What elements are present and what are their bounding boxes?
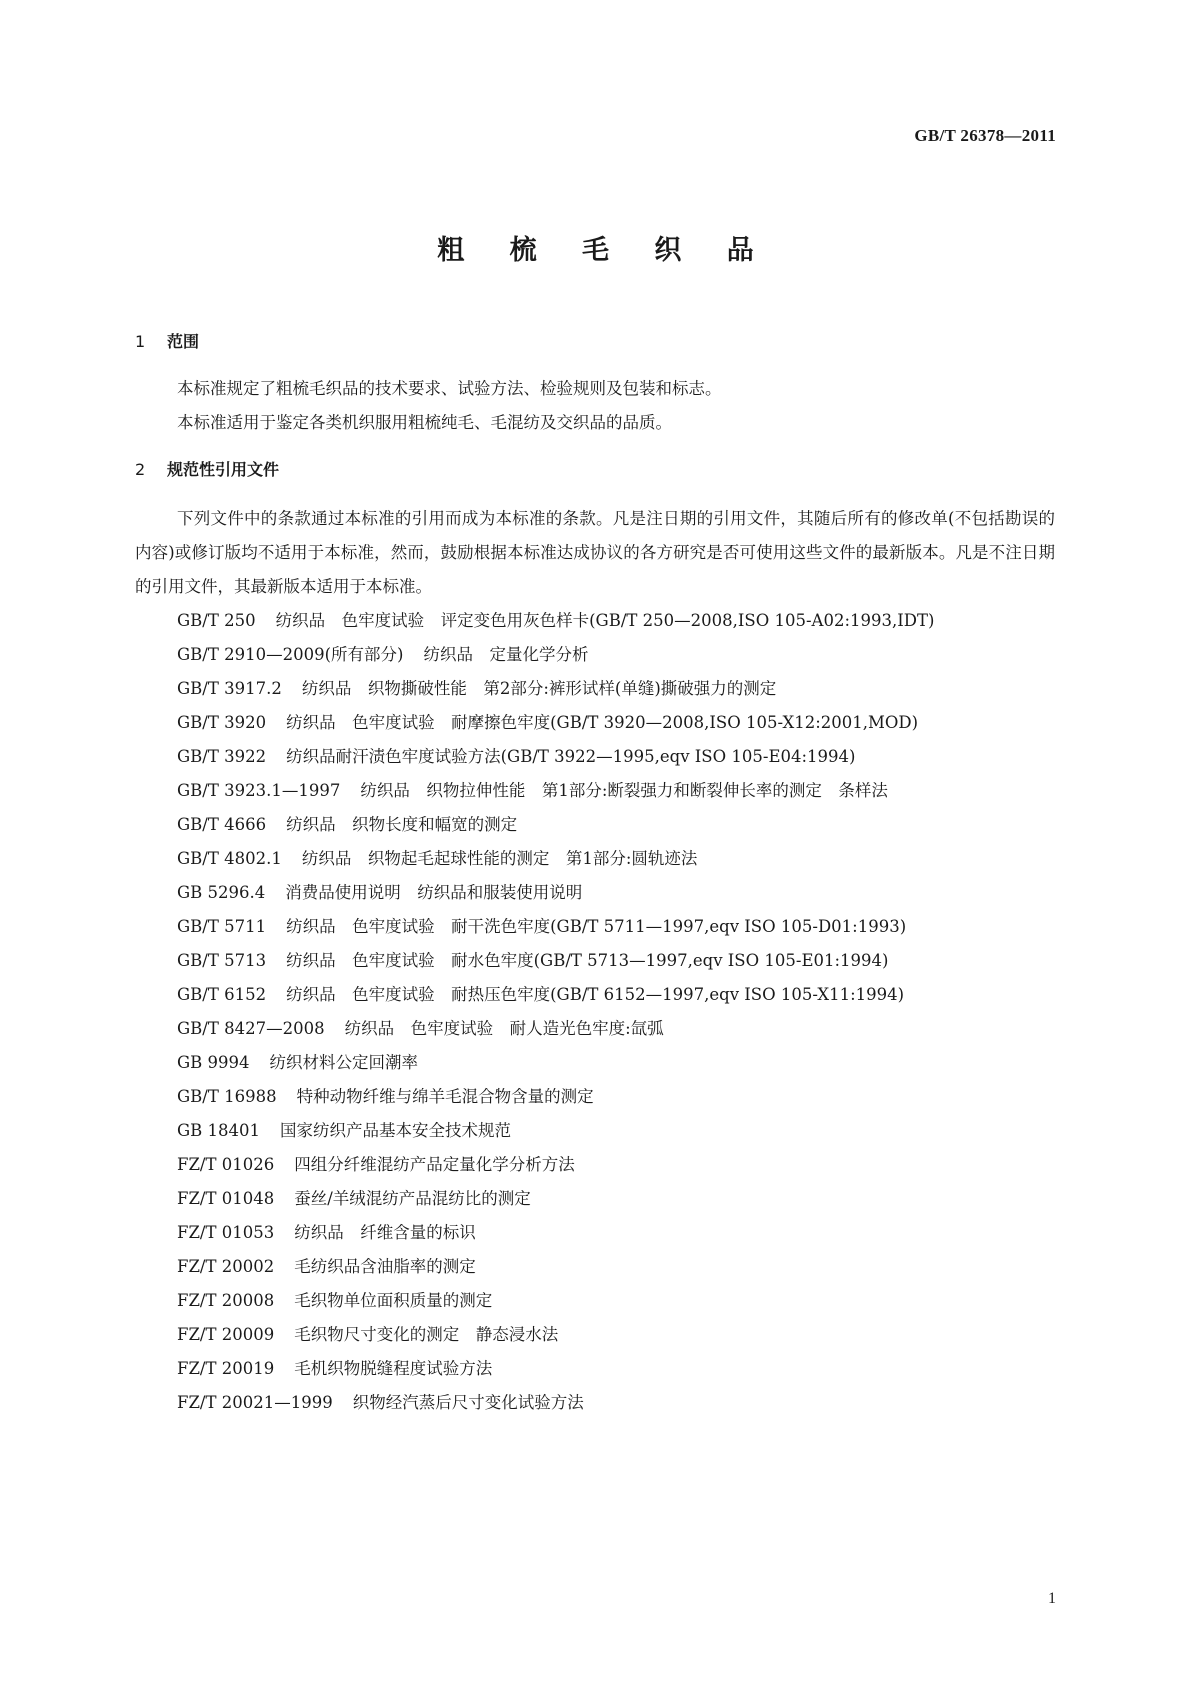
reference-item xyxy=(135,740,1055,774)
reference-title: 纺织品 定量化学分析 xyxy=(423,645,589,664)
reference-title: 特种动物纤维与绵羊毛混合物含量的测定 xyxy=(296,1087,594,1106)
reference-code: GB/T 6152 xyxy=(177,985,267,1004)
section-title: 范围 xyxy=(167,332,200,351)
reference-item xyxy=(135,1046,1055,1080)
reference-title: 织物经汽蒸后尺寸变化试验方法 xyxy=(352,1393,584,1412)
reference-item xyxy=(135,604,1055,638)
reference-title: 纺织品 色牢度试验 耐人造光色牢度:氙弧 xyxy=(344,1019,664,1038)
reference-code: FZ/T 20009 xyxy=(177,1325,275,1344)
reference-item xyxy=(135,638,1055,672)
reference-item xyxy=(135,706,1055,740)
document-body xyxy=(135,330,1055,1420)
reference-title: 纺织品 织物拉伸性能 第1部分:断裂强力和断裂伸长率的测定 条样法 xyxy=(360,781,888,800)
reference-code: FZ/T 20019 xyxy=(177,1359,275,1378)
reference-code: GB 5296.4 xyxy=(177,883,266,902)
reference-code: GB/T 250 xyxy=(177,611,256,630)
reference-item xyxy=(135,1386,1055,1420)
reference-code: GB/T 8427—2008 xyxy=(177,1019,325,1038)
reference-title: 纺织品 色牢度试验 耐干洗色牢度(GB/T 5711—1997,eqv ISO 105-D01:1993) xyxy=(286,917,907,936)
reference-item xyxy=(135,1148,1055,1182)
reference-code: FZ/T 01026 xyxy=(177,1155,275,1174)
reference-code: GB/T 5711 xyxy=(177,917,267,936)
reference-code: GB/T 2910—2009(所有部分) xyxy=(177,645,404,664)
reference-title: 纺织品 织物长度和幅宽的测定 xyxy=(286,815,518,834)
section-number: 1 xyxy=(135,332,146,351)
reference-code: FZ/T 20002 xyxy=(177,1257,275,1276)
reference-item xyxy=(135,774,1055,808)
reference-title: 纺织品 色牢度试验 耐热压色牢度(GB/T 6152—1997,eqv ISO 105-X11:1994) xyxy=(286,985,905,1004)
reference-item xyxy=(135,1216,1055,1250)
reference-code: GB 18401 xyxy=(177,1121,261,1140)
section-2-heading xyxy=(135,458,1055,482)
reference-code: GB/T 5713 xyxy=(177,951,267,970)
section-1-body xyxy=(135,372,1055,440)
section-number: 2 xyxy=(135,460,146,479)
reference-item xyxy=(135,1114,1055,1148)
standard-code: GB/T 26378—2011 xyxy=(914,126,1056,145)
references-intro: 下列文件中的条款通过本标准的引用而成为本标准的条款。凡是注日期的引用文件，其随后所有的修改单(不包括勘误的内容)或修订版均不适用于本标准，然而，鼓励根据本标准达成协议的各方研究是否可使用这些文件的最新版本。凡是不注日期的引用文件，其最新版本适用于本标准。 xyxy=(135,509,1055,596)
section-1-heading xyxy=(135,330,1055,354)
reference-code: GB 9994 xyxy=(177,1053,250,1072)
reference-title: 纺织品 色牢度试验 耐摩擦色牢度(GB/T 3920—2008,ISO 105-X12:2001,MOD) xyxy=(286,713,919,732)
reference-title: 四组分纤维混纺产品定量化学分析方法 xyxy=(294,1155,575,1174)
reference-item xyxy=(135,876,1055,910)
reference-title: 毛织物尺寸变化的测定 静态浸水法 xyxy=(294,1325,559,1344)
reference-item xyxy=(135,672,1055,706)
reference-title: 纺织品 纤维含量的标识 xyxy=(294,1223,476,1242)
reference-item xyxy=(135,1012,1055,1046)
reference-title: 纺织品耐汗渍色牢度试验方法(GB/T 3922—1995,eqv ISO 105-E04:1994) xyxy=(286,747,856,766)
reference-code: GB/T 16988 xyxy=(177,1087,277,1106)
reference-code: FZ/T 20021—1999 xyxy=(177,1393,333,1412)
document-title: 粗 梳 毛 织 品 xyxy=(437,235,772,266)
reference-title: 纺织品 织物撕破性能 第2部分:裤形试样(单缝)撕破强力的测定 xyxy=(301,679,777,698)
reference-item xyxy=(135,1250,1055,1284)
reference-title: 纺织品 色牢度试验 评定变色用灰色样卡(GB/T 250—2008,ISO 105-A02:1993,IDT) xyxy=(275,611,935,630)
reference-title: 纺织品 色牢度试验 耐水色牢度(GB/T 5713—1997,eqv ISO 105-E01:1994) xyxy=(286,951,889,970)
reference-title: 毛纺织品含油脂率的测定 xyxy=(294,1257,476,1276)
reference-title: 毛机织物脱缝程度试验方法 xyxy=(294,1359,493,1378)
reference-item xyxy=(135,1182,1055,1216)
reference-code: GB/T 3923.1—1997 xyxy=(177,781,341,800)
reference-title: 消费品使用说明 纺织品和服装使用说明 xyxy=(285,883,583,902)
reference-code: GB/T 4666 xyxy=(177,815,267,834)
reference-item xyxy=(135,842,1055,876)
reference-code: GB/T 3917.2 xyxy=(177,679,282,698)
reference-title: 蚕丝/羊绒混纺产品混纺比的测定 xyxy=(294,1189,531,1208)
reference-code: FZ/T 20008 xyxy=(177,1291,275,1310)
reference-title: 纺织品 织物起毛起球性能的测定 第1部分:圆轨迹法 xyxy=(301,849,698,868)
reference-code: FZ/T 01053 xyxy=(177,1223,275,1242)
reference-title: 纺织材料公定回潮率 xyxy=(269,1053,419,1072)
reference-code: FZ/T 01048 xyxy=(177,1189,275,1208)
page-number: 1 xyxy=(1048,1590,1056,1607)
reference-item xyxy=(135,1080,1055,1114)
reference-item xyxy=(135,944,1055,978)
reference-code: GB/T 4802.1 xyxy=(177,849,282,868)
reference-code: GB/T 3920 xyxy=(177,713,267,732)
reference-item xyxy=(135,808,1055,842)
reference-code: GB/T 3922 xyxy=(177,747,267,766)
reference-item xyxy=(135,1284,1055,1318)
reference-item xyxy=(135,978,1055,1012)
paragraph: 本标准适用于鉴定各类机织服用粗梳纯毛、毛混纺及交织品的品质。 xyxy=(177,413,672,432)
reference-item xyxy=(135,910,1055,944)
reference-title: 国家纺织产品基本安全技术规范 xyxy=(280,1121,512,1140)
section-title: 规范性引用文件 xyxy=(167,460,280,479)
reference-list xyxy=(135,604,1055,1420)
reference-item xyxy=(135,1318,1055,1352)
paragraph: 本标准规定了粗梳毛织品的技术要求、试验方法、检验规则及包装和标志。 xyxy=(177,379,722,398)
reference-title: 毛织物单位面积质量的测定 xyxy=(294,1291,493,1310)
reference-item xyxy=(135,1352,1055,1386)
